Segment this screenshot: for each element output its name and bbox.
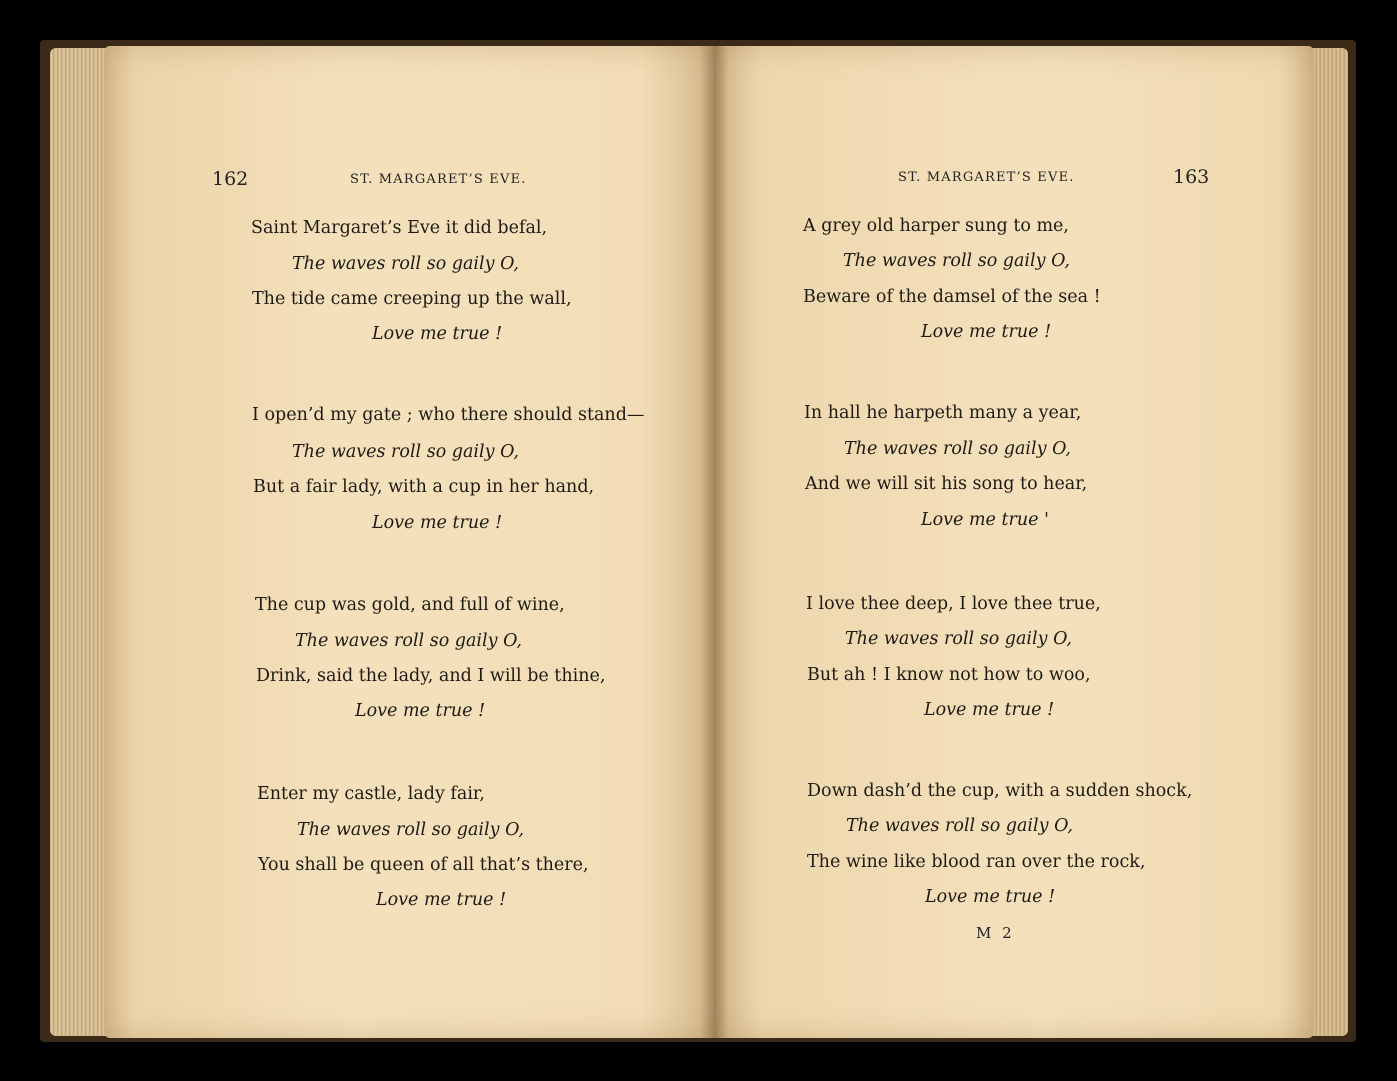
poem-line: In hall he harpeth many a year, bbox=[804, 403, 1082, 423]
signature-mark: M 2 bbox=[976, 924, 1015, 942]
right-page bbox=[714, 46, 1314, 1038]
poem-refrain: The waves roll so gaily O, bbox=[295, 631, 522, 651]
page-edges-left bbox=[50, 48, 106, 1036]
poem-refrain: The waves roll so gaily O, bbox=[845, 629, 1072, 649]
book bbox=[40, 40, 1356, 1042]
poem-refrain: Love me true ' bbox=[921, 510, 1049, 530]
poem-line: Drink, said the lady, and I will be thine, bbox=[256, 666, 606, 686]
poem-refrain: The waves roll so gaily O, bbox=[846, 816, 1073, 836]
page-edges-right bbox=[1312, 48, 1348, 1036]
page-number: 163 bbox=[1173, 166, 1210, 188]
poem-line: Down dash’d the cup, with a sudden shock, bbox=[807, 781, 1193, 801]
poem-line: Enter my castle, lady fair, bbox=[257, 784, 485, 804]
poem-line: A grey old harper sung to me, bbox=[803, 216, 1069, 236]
poem-refrain: The waves roll so gaily O, bbox=[292, 442, 519, 462]
poem-refrain: Love me true ! bbox=[372, 513, 503, 533]
poem-line: The wine like blood ran over the rock, bbox=[807, 852, 1146, 872]
poem-refrain: Love me true ! bbox=[924, 700, 1055, 720]
poem-line: The cup was gold, and full of wine, bbox=[255, 595, 565, 615]
poem-line: And we will sit his song to hear, bbox=[805, 474, 1088, 494]
poem-line: But ah ! I know not how to woo, bbox=[807, 665, 1091, 685]
poem-refrain: Love me true ! bbox=[925, 887, 1056, 907]
poem-line: You shall be queen of all that’s there, bbox=[258, 855, 589, 875]
poem-line: I love thee deep, I love thee true, bbox=[806, 594, 1101, 614]
poem-line: But a fair lady, with a cup in her hand, bbox=[253, 477, 595, 497]
poem-refrain: Love me true ! bbox=[376, 890, 507, 910]
poem-refrain: The waves roll so gaily O, bbox=[297, 820, 524, 840]
poem-refrain: Love me true ! bbox=[921, 322, 1052, 342]
poem-refrain: The waves roll so gaily O, bbox=[292, 254, 519, 274]
poem-refrain: Love me true ! bbox=[372, 324, 503, 344]
page-number: 162 bbox=[212, 168, 249, 190]
poem-refrain: Love me true ! bbox=[355, 701, 486, 721]
poem-line: The tide came creeping up the wall, bbox=[252, 289, 572, 309]
poem-line: Beware of the damsel of the sea ! bbox=[803, 287, 1101, 307]
book-gutter bbox=[700, 46, 728, 1038]
running-head: ST. MARGARET’S EVE. bbox=[898, 170, 1075, 185]
poem-line: I open’d my gate ; who there should stand— bbox=[252, 405, 645, 425]
left-page bbox=[104, 46, 714, 1038]
poem-refrain: The waves roll so gaily O, bbox=[843, 251, 1070, 271]
running-head: ST. MARGARET’S EVE. bbox=[350, 172, 527, 187]
poem-refrain: The waves roll so gaily O, bbox=[844, 439, 1071, 459]
poem-line: Saint Margaret’s Eve it did befal, bbox=[251, 218, 548, 238]
